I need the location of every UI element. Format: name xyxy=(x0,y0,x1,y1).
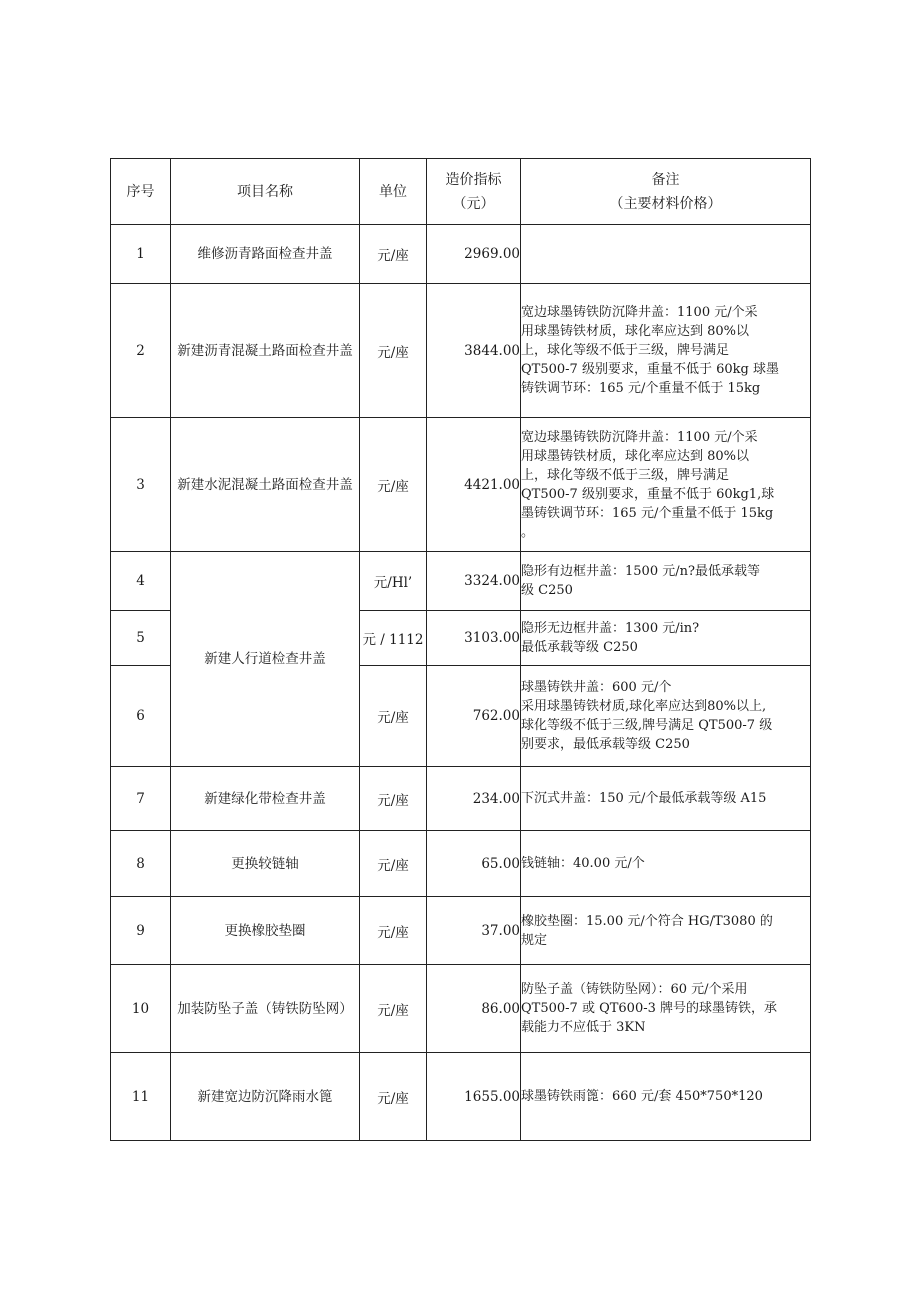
note-cell xyxy=(521,552,811,611)
table-row xyxy=(111,225,811,284)
seq-cell: 3 xyxy=(111,418,171,552)
unit-cell: 元 / 1112 xyxy=(360,611,427,666)
unit-cell: 元/座 xyxy=(360,225,427,284)
name-cell: 更换较链轴 xyxy=(171,831,360,897)
seq-cell: 5 xyxy=(111,611,171,666)
price-cell: 234.00 xyxy=(427,767,521,831)
name-cell-merged: 新建人行道检查井盖 xyxy=(171,552,360,767)
note-line: 隐形有边框井盖：1500 元/n?最低承载等 xyxy=(521,564,760,579)
header-note xyxy=(521,159,811,225)
header-unit: 单位 xyxy=(360,159,427,225)
note-line: 球墨铸铁井盖：600 元/个 xyxy=(521,680,672,695)
price-cell: 37.00 xyxy=(427,897,521,965)
note-line: 规定 xyxy=(521,932,548,948)
unit-cell: 元/座 xyxy=(360,1053,427,1141)
note-line: 用球墨铸铁材质，球化率应达到 80%以 xyxy=(521,324,750,339)
note-line: 载能力不应低于 3KN xyxy=(521,1020,646,1035)
price-cell: 3324.00 xyxy=(427,552,521,611)
note-cell xyxy=(521,418,811,552)
table-row xyxy=(111,831,811,897)
note-cell xyxy=(521,1053,811,1141)
note-cell xyxy=(521,225,811,284)
note-cell xyxy=(521,897,811,965)
note-line: 橡胶垫圈：15.00 元/个符合 HG/T3080 的 xyxy=(521,913,773,929)
seq-cell: 1 xyxy=(111,225,171,284)
price-cell: 2969.00 xyxy=(427,225,521,284)
name-cell: 新建绿化带检查井盖 xyxy=(171,767,360,831)
note-cell xyxy=(521,767,811,831)
header-name: 项目名称 xyxy=(171,159,360,225)
note-line: 球墨铸铁雨篦：660 元/套 450*750*120 xyxy=(521,1089,763,1104)
header-price-line2: （元） xyxy=(452,195,495,212)
note-line: QT500-7 或 QT600-3 牌号的球墨铸铁，承 xyxy=(521,1001,778,1016)
note-line: QT500-7 级别要求，重量不低于 60kg 球墨 xyxy=(521,362,779,377)
unit-cell: 元/座 xyxy=(360,666,427,767)
note-cell xyxy=(521,284,811,418)
seq-cell: 10 xyxy=(111,965,171,1053)
seq-cell: 4 xyxy=(111,552,171,611)
note-cell xyxy=(521,611,811,666)
note-line: 上，球化等级不低于三级，牌号满足 xyxy=(521,467,730,483)
seq-cell: 2 xyxy=(111,284,171,418)
note-line: 最低承载等级 C250 xyxy=(521,640,638,655)
header-seq: 序号 xyxy=(111,159,171,225)
note-line: 墨铸铁调节环：165 元/个重量不低于 15kg xyxy=(521,505,774,521)
note-cell xyxy=(521,965,811,1053)
seq-cell: 6 xyxy=(111,666,171,767)
unit-cell: 元/座 xyxy=(360,284,427,418)
name-cell: 新建沥青混凝土路面检查井盖 xyxy=(171,284,360,418)
note-line: 下沉式井盖：150 元/个最低承载等级 A15 xyxy=(521,791,767,806)
name-cell: 加装防坠子盖（铸铁防坠网） xyxy=(171,965,360,1053)
unit-cell: 元/座 xyxy=(360,418,427,552)
seq-cell: 9 xyxy=(111,897,171,965)
note-line: 上，球化等级不低于三级，牌号满足 xyxy=(521,343,730,358)
note-cell xyxy=(521,831,811,897)
note-line: 别要求，最低承载等级 C250 xyxy=(521,737,690,752)
header-price-line1: 造价指标 xyxy=(445,171,502,188)
price-cell: 3103.00 xyxy=(427,611,521,666)
note-line: 球化等级不低于三级,牌号满足 QT500-7 级 xyxy=(521,718,773,733)
unit-cell: 元/座 xyxy=(360,831,427,897)
price-cell: 1655.00 xyxy=(427,1053,521,1141)
table-row xyxy=(111,1053,811,1141)
name-cell: 维修沥青路面检查井盖 xyxy=(171,225,360,284)
price-cell: 65.00 xyxy=(427,831,521,897)
unit-cell: 元/座 xyxy=(360,767,427,831)
note-line: 级 C250 xyxy=(521,583,573,598)
name-cell: 新建宽边防沉降雨水篦 xyxy=(171,1053,360,1141)
note-line: 钱链轴：40.00 元/个 xyxy=(521,856,645,871)
table-row xyxy=(111,284,811,418)
price-cell: 762.00 xyxy=(427,666,521,767)
unit-cell: 元/座 xyxy=(360,965,427,1053)
note-cell xyxy=(521,666,811,767)
note-line: 隐形无边框井盖：1300 元/in? xyxy=(521,621,700,636)
price-cell: 4421.00 xyxy=(427,418,521,552)
header-row xyxy=(111,159,811,225)
price-index-table xyxy=(110,158,811,1141)
note-line: 铸铁调节环：165 元/个重量不低于 15kg xyxy=(521,381,761,396)
note-line: 宽边球墨铸铁防沉降井盖：1100 元/个采 xyxy=(521,305,758,320)
table-row xyxy=(111,897,811,965)
header-note-line2: （主要材料价格） xyxy=(609,195,722,212)
note-line: 防坠子盖（铸铁防坠网）：60 元/个采用 xyxy=(521,982,748,997)
note-line: 采用球墨铸铁材质,球化率应达到80%以上, xyxy=(521,699,767,714)
note-line: 宽边球墨铸铁防沉降井盖：1100 元/个采 xyxy=(521,429,758,445)
table-row xyxy=(111,965,811,1053)
header-note-line1: 备注 xyxy=(651,171,680,188)
note-line: 。 xyxy=(521,524,535,540)
unit-cell: 元/座 xyxy=(360,897,427,965)
price-cell: 86.00 xyxy=(427,965,521,1053)
table-row xyxy=(111,552,811,611)
name-cell: 新建水泥混凝土路面检查井盖 xyxy=(171,418,360,552)
seq-cell: 7 xyxy=(111,767,171,831)
header-price xyxy=(427,159,521,225)
table-row xyxy=(111,767,811,831)
seq-cell: 11 xyxy=(111,1053,171,1141)
note-line: QT500-7 级别要求，重量不低于 60kg1,球 xyxy=(521,486,775,502)
note-line: 用球墨铸铁材质，球化率应达到 80%以 xyxy=(521,448,750,464)
seq-cell: 8 xyxy=(111,831,171,897)
table-row xyxy=(111,418,811,552)
price-cell: 3844.00 xyxy=(427,284,521,418)
name-cell: 更换橡胶垫圈 xyxy=(171,897,360,965)
unit-cell: 元/Hl’ xyxy=(360,552,427,611)
